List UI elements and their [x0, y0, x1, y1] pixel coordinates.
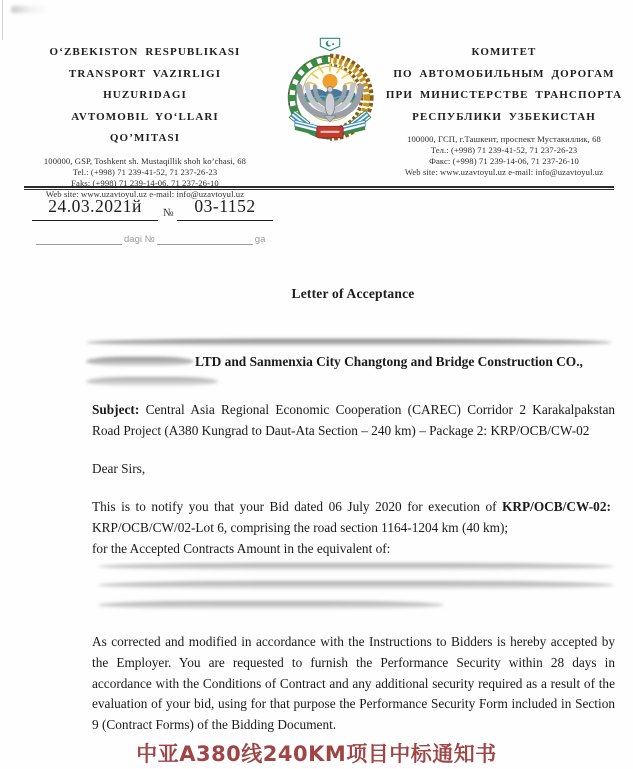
notify-paragraph: [92, 496, 615, 559]
address-line: Факс: (+998) 71 239-14-06, 71 237-26-10: [429, 156, 579, 166]
dagi-blank-line: [36, 233, 122, 245]
address-line: Web site: www.uzavtoyul.uz e-mail: info@uzavtoyul.uz: [45, 188, 245, 199]
letter-title: Letter of Acceptance: [291, 286, 415, 301]
dagi-blank-line: [157, 233, 253, 245]
ga-label: ga: [254, 234, 266, 245]
address-line: 100000, GSP, Toshkent sh. Mustaqillik shoh ko’chasi, 68: [43, 155, 247, 166]
letterhead-russian-address: [383, 134, 625, 178]
scan-edge: [2, 0, 3, 40]
redacted-addressee-line: [86, 339, 612, 346]
address-line: Faks: (+998) 71 239-14-06, 71 237-26-10: [71, 177, 219, 188]
letterhead-russian-line: ПО АВТОМОБИЛЬНЫМ ДОРОГАМ: [393, 67, 615, 80]
reference-number-sign: №: [163, 207, 174, 219]
redacted-addressee-detail: [86, 377, 218, 386]
notify-line-1: [92, 496, 615, 517]
address-line: 100000, ГСП, г.Ташкент, проспект Мустакиллик, 68: [407, 134, 601, 144]
letterhead-uzbek-line: AVTOMOBIL YO‘LLARI: [71, 110, 219, 123]
reference-number: 03-1152: [177, 196, 273, 221]
letterhead-russian: [383, 42, 625, 178]
redacted-amount-line: [98, 563, 614, 570]
letterhead-divider: [24, 186, 614, 190]
notify-line-1-text: This is to notify you that your Bid dated 06 July 2020 for execution of: [92, 499, 503, 514]
reference-dagi-row: [36, 233, 265, 245]
address-line: Tel.: (+998) 71 239-41-52, 71 237-26-23: [72, 166, 218, 177]
address-line: Web site: www.uzavtoyul.uz e-mail: info@uzavtoyul.uz: [404, 167, 604, 177]
address-line: Тел.: (+998) 71 239-41-52, 71 237-26-23: [430, 145, 578, 155]
subject-text: Central Asia Regional Economic Cooperation (CAREC) Corridor 2 Karakalpakstan Road Project (A380 Kungrad to Daut-Ata Section – 240 km) – Package 2: KRP/OCB/CW-02: [92, 402, 615, 438]
subject-label: Subject:: [92, 402, 140, 417]
notify-line-3: for the Accepted Contracts Amount in the equivalent of:: [92, 541, 391, 556]
letterhead-russian-line: РЕСПУБЛИКИ УЗБЕКИСТАН: [412, 110, 596, 123]
letterhead-uzbek-line: O‘ZBEKISTON RESPUBLIKASI: [49, 46, 241, 58]
addressee-line: [86, 354, 616, 370]
redacted-amount-line: [98, 581, 614, 589]
acceptance-paragraph: As corrected and modified in accordance with the Instructions to Bidders is hereby accepted by the Employer. You are requested to furnish the Performance Security within 28 days in accordance with the Conditions of Contract and any additional security required as a result of the evaluation of your bid, using for that purpose the Performance Security Form included in Section 9 (Contract Forms) of the Bidding Document.: [92, 634, 615, 733]
notify-line-2: KRP/OCB/CW/02-Lot 6, comprising the road section 1164-1204 km (40 km);: [92, 520, 509, 535]
subject-paragraph: [92, 399, 615, 441]
redacted-amount-line: [98, 601, 444, 609]
notify-line-1-bold: KRP/OCB/CW-02:: [502, 499, 611, 514]
scan-smudge: [11, 6, 49, 13]
letterhead-russian-line: ПРИ МИНИСТЕРСТВЕ ТРАНСПОРТА: [385, 89, 623, 101]
addressee-text: LTD and Sanmenxia City Changtong and Bridge Construction CO.,: [195, 354, 583, 369]
dagi-label: dagi №: [124, 234, 155, 245]
redacted-company-name: [86, 357, 194, 366]
letterhead-uzbek-line: TRANSPORT VAZIRLIGI HUZURIDAGI: [68, 67, 222, 101]
letterhead-uzbek: [28, 42, 262, 200]
letterhead-russian-line: КОМИТЕТ: [471, 46, 537, 58]
salutation: Dear Sirs,: [92, 461, 146, 476]
letterhead-uzbek-line: QO’MITASI: [109, 132, 181, 144]
reference-date: 24.03.2021й: [32, 196, 158, 221]
uzbekistan-state-emblem-icon: [286, 34, 374, 150]
letterhead-uzbek-address: [28, 156, 262, 200]
footer-caption: 中亚A380线240KM项目中标通知书: [136, 742, 497, 766]
